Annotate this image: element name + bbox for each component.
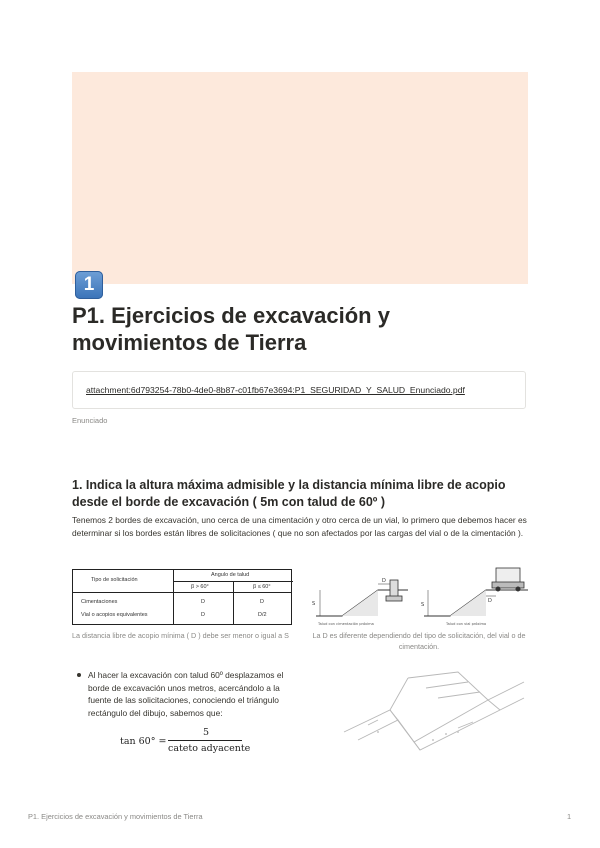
diagram-left-label: Talud con cimentación próxima xyxy=(318,622,374,626)
road-slope-diagram xyxy=(420,566,530,627)
property-label: Enunciado xyxy=(72,416,108,425)
table-row-2-value-1: D xyxy=(201,612,205,618)
table-row-1-value-2: D xyxy=(260,599,264,605)
attachment-box[interactable] xyxy=(72,371,526,409)
keycap-one-icon: 1 xyxy=(75,271,103,299)
svg-text:D: D xyxy=(488,598,492,604)
foundation-slope-diagram xyxy=(308,572,418,627)
table-row-2-label: Vial o acopios equivalentes xyxy=(81,612,148,618)
formula-denominator: cateto adyacente xyxy=(168,743,251,754)
svg-text:S: S xyxy=(421,602,425,608)
formula-numerator: 5 xyxy=(202,727,210,738)
footer-page-number: 1 xyxy=(567,812,572,821)
section-heading: 1. Indica la altura máxima admisible y la distancia mínima libre de acopio desde el borde de excavación ( 5m con talud de 60º ) xyxy=(72,478,506,509)
formula-lhs: tan 60° = xyxy=(120,736,167,747)
table-caption: La distancia libre de acopio mínima ( D ) debe ser menor o igual a S xyxy=(72,631,289,640)
page-title: P1. Ejercicios de excavación y movimientos de Tierra xyxy=(72,303,390,355)
bullet-dot-icon xyxy=(77,673,81,677)
table-sub-header-2: β ≤ 60° xyxy=(253,584,271,590)
table-sub-header-1: β > 60° xyxy=(191,584,209,590)
diagram-right-label: Talud con vial próximo xyxy=(446,622,487,626)
table-group-header: Angulo de talud xyxy=(211,572,250,578)
table-row-1-label: Cimentaciones xyxy=(81,599,118,605)
bullet-text: Al hacer la excavación con talud 60º desplazamos el borde de excavación unos metros, acercándolo a la fuente de las solicitaciones, conociendo el triángulo rectángulo del dibujo, sabemos que: xyxy=(88,670,284,718)
solicitation-table-image xyxy=(72,569,292,625)
svg-text:D: D xyxy=(382,578,386,584)
section-paragraph: Tenemos 2 bordes de excavación, uno cerca de una cimentación y otro cerca de un vial, lo primero que debemos hacer es determinar si los bordes están libres de solicitaciones ( que no son afectados por las cargas del vial o de la cimentación ). xyxy=(72,515,527,538)
footer-title: P1. Ejercicios de excavación y movimientos de Tierra xyxy=(28,812,203,821)
excavation-sketch-image xyxy=(338,670,528,760)
cover-image xyxy=(72,72,528,284)
attachment-link[interactable]: attachment:6d793254-78b0-4de0-8b87-c01fb67e3694:P1_SEGURIDAD_Y_SALUD_Enunciado.pdf xyxy=(86,385,465,395)
table-col-header: Tipo de solicitación xyxy=(91,577,138,583)
diagram-caption: La D es diferente dependiendo del tipo de solicitación, del vial o de cimentación. xyxy=(312,631,526,651)
table-row-2-value-2: D/2 xyxy=(258,612,267,618)
table-row-1-value-1: D xyxy=(201,599,205,605)
svg-text:S: S xyxy=(312,601,316,607)
